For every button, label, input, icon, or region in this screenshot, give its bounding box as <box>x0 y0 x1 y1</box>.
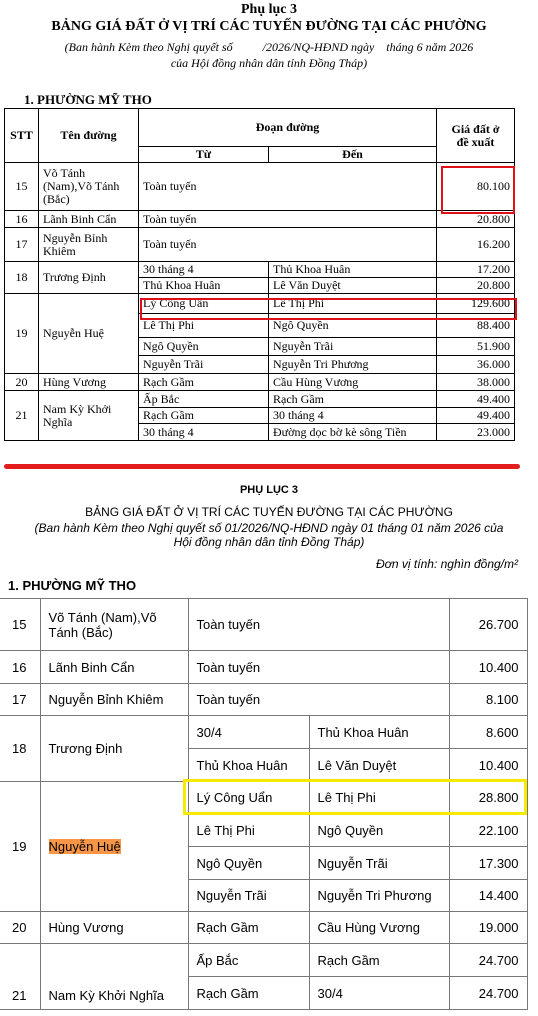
cell-street-name: Hùng Vương <box>40 912 188 944</box>
top-price-table <box>4 108 515 441</box>
cell-price: 20.800 <box>437 211 515 228</box>
cell-price: 80.100 <box>437 163 515 211</box>
header-den: Đến <box>269 147 437 163</box>
cell-from: Toàn tuyến <box>188 684 449 716</box>
cell-price: 129.600 <box>437 294 515 314</box>
cell-street-name: Nam Kỳ Khởi Nghĩa <box>40 944 188 1010</box>
cell-from: Ấp Bắc <box>139 391 269 408</box>
table-row <box>5 262 515 278</box>
cell-stt: 20 <box>5 374 39 391</box>
table-row <box>5 228 515 262</box>
cell-price: 36.000 <box>437 356 515 374</box>
header-stt: STT <box>5 109 39 163</box>
cell-stt: 15 <box>0 599 40 651</box>
cell-street-name: Nam Kỳ Khởi Nghĩa <box>39 391 139 441</box>
cell-stt: 16 <box>5 211 39 228</box>
cell-price: 17.200 <box>437 262 515 278</box>
cell-from: Toàn tuyến <box>188 651 449 684</box>
red-divider <box>4 464 520 469</box>
red-highlight-box-row <box>140 298 517 320</box>
cell-stt: 19 <box>5 294 39 374</box>
cell-stt: 17 <box>5 228 39 262</box>
cell-price: 17.300 <box>449 847 527 880</box>
cell-price: 23.000 <box>437 424 515 441</box>
header-doan-duong: Đoạn đường <box>139 109 437 147</box>
cell-from: Ngô Quyền <box>139 338 269 356</box>
cell-price: 8.100 <box>449 684 527 716</box>
cell-from: Lý Công Uẩn <box>188 782 309 814</box>
cell-street-name: Nguyễn Huệ <box>39 294 139 374</box>
cell-street-name: Trương Định <box>40 716 188 782</box>
cell-price: 16.200 <box>437 228 515 262</box>
cell-to: Nguyễn Tri Phương <box>309 880 449 912</box>
cell-from: Rạch Gầm <box>188 912 309 944</box>
table-row <box>5 211 515 228</box>
bottom-unit-label: Đơn vị tính: nghìn đồng/m² <box>376 557 518 571</box>
cell-to: 30 tháng 4 <box>269 408 437 424</box>
cell-from: Toàn tuyến <box>188 599 449 651</box>
bottom-section-title: 1. PHƯỜNG MỸ THO <box>8 578 137 593</box>
cell-price: 49.400 <box>437 408 515 424</box>
red-highlight-box-price <box>441 166 515 214</box>
cell-price: 8.600 <box>449 716 527 749</box>
table-row <box>0 651 527 684</box>
table-row <box>0 684 527 716</box>
table-row <box>5 374 515 391</box>
cell-to: Lê Thị Phi <box>309 782 449 814</box>
cell-price: 26.700 <box>449 599 527 651</box>
cell-from: 30 tháng 4 <box>139 262 269 278</box>
cell-price: 28.800 <box>449 782 527 814</box>
cell-stt: 20 <box>0 912 40 944</box>
cell-to: Thủ Khoa Huân <box>269 262 437 278</box>
cell-stt: 18 <box>0 716 40 782</box>
cell-from: Thủ Khoa Huân <box>139 278 269 294</box>
cell-street-name: Võ Tánh (Nam),Võ Tánh (Bắc) <box>40 599 188 651</box>
cell-to: Rạch Gầm <box>309 944 449 977</box>
header-gia-dat: Giá đất ở đề xuất <box>437 109 515 163</box>
cell-street-name: Lãnh Binh Cẩn <box>39 211 139 228</box>
cell-to: Cầu Hùng Vương <box>309 912 449 944</box>
cell-from: Rạch Gầm <box>139 408 269 424</box>
street-name-highlight: Nguyễn Huệ <box>48 839 121 854</box>
top-heading: BẢNG GIÁ ĐẤT Ở VỊ TRÍ CÁC TUYẾN ĐƯỜNG TẠI CÁC PHƯỜNG <box>51 19 487 34</box>
cell-price: 14.400 <box>449 880 527 912</box>
yellow-highlight-box-row <box>183 779 527 815</box>
cell-street-name: Hùng Vương <box>39 374 139 391</box>
cell-street-name: Nguyễn Bỉnh Khiêm <box>40 684 188 716</box>
cell-from: Lê Thị Phi <box>188 814 309 847</box>
cell-to: Thủ Khoa Huân <box>309 716 449 749</box>
cell-from: Rạch Gầm <box>139 374 269 391</box>
top-appendix-title: Phụ lục 3 <box>240 2 297 17</box>
cell-to: Lê Thị Phi <box>269 294 437 314</box>
bottom-appendix-title: PHỤ LỤC 3 <box>239 484 299 496</box>
table-row <box>0 716 527 749</box>
cell-street-name <box>40 782 188 912</box>
cell-from: 30 tháng 4 <box>139 424 269 441</box>
cell-price: 51.900 <box>437 338 515 356</box>
cell-to: Ngô Quyền <box>269 314 437 338</box>
cell-to: Đường dọc bờ kè sông Tiền <box>269 424 437 441</box>
cell-price: 38.000 <box>437 374 515 391</box>
bottom-subtitle-line1: (Ban hành Kèm theo Nghị quyết số 01/2026/NQ-HĐND ngày 01 tháng 01 năm 2026 của <box>34 521 504 535</box>
cell-from: Nguyễn Trãi <box>188 880 309 912</box>
cell-price: 22.100 <box>449 814 527 847</box>
cell-price: 10.400 <box>449 749 527 782</box>
cell-to: Cầu Hùng Vương <box>269 374 437 391</box>
cell-from: Toàn tuyến <box>139 211 437 228</box>
cell-from: Rạch Gầm <box>188 977 309 1010</box>
top-subtitle-line1: (Ban hành Kèm theo Nghị quyết số /2026/NQ-HĐND ngày tháng 6 năm 2026 <box>64 40 474 54</box>
cell-to: Lê Văn Duyệt <box>309 749 449 782</box>
bottom-subtitle-line2: Hội đồng nhân dân tỉnh Đồng Tháp) <box>173 535 365 549</box>
cell-from: Toàn tuyến <box>139 228 437 262</box>
top-section-title: 1. PHƯỜNG MỸ THO <box>24 92 152 107</box>
cell-price: 49.400 <box>437 391 515 408</box>
cell-stt: 21 <box>0 944 40 1010</box>
cell-to: 30/4 <box>309 977 449 1010</box>
table-row <box>0 912 527 944</box>
cell-street-name: Võ Tánh (Nam),Võ Tánh (Bắc) <box>39 163 139 211</box>
cell-stt: 15 <box>5 163 39 211</box>
table-row <box>0 599 527 651</box>
cell-from: Nguyễn Trãi <box>139 356 269 374</box>
cell-price: 24.700 <box>449 944 527 977</box>
cell-stt: 19 <box>0 782 40 912</box>
cell-stt: 16 <box>0 651 40 684</box>
cell-to: Nguyễn Trãi <box>309 847 449 880</box>
top-subtitle-line2: của Hội đồng nhân dân tỉnh Đồng Tháp) <box>170 56 368 70</box>
cell-to: Rạch Gầm <box>269 391 437 408</box>
table-row <box>5 391 515 408</box>
cell-from: Lý Công Uẩn <box>139 294 269 314</box>
cell-street-name: Lãnh Binh Cẩn <box>40 651 188 684</box>
table-row <box>0 944 527 977</box>
cell-from: Ngô Quyền <box>188 847 309 880</box>
header-ten-duong: Tên đường <box>39 109 139 163</box>
cell-stt: 21 <box>5 391 39 441</box>
cell-street-name: Nguyễn Bỉnh Khiêm <box>39 228 139 262</box>
cell-from: Lê Thị Phi <box>139 314 269 338</box>
bottom-heading: BẢNG GIÁ ĐẤT Ở VỊ TRÍ CÁC TUYẾN ĐƯỜNG TẠI CÁC PHƯỜNG <box>85 505 453 519</box>
cell-stt: 18 <box>5 262 39 294</box>
cell-street-name: Trương Định <box>39 262 139 294</box>
table-row <box>5 163 515 211</box>
cell-from: 30/4 <box>188 716 309 749</box>
cell-from: Ấp Bắc <box>188 944 309 977</box>
header-tu: Từ <box>139 147 269 163</box>
cell-from: Thủ Khoa Huân <box>188 749 309 782</box>
cell-price: 19.000 <box>449 912 527 944</box>
cell-to: Nguyễn Tri Phương <box>269 356 437 374</box>
cell-price: 88.400 <box>437 314 515 338</box>
cell-to: Lê Văn Duyệt <box>269 278 437 294</box>
cell-price: 24.700 <box>449 977 527 1010</box>
cell-stt: 17 <box>0 684 40 716</box>
cell-price: 10.400 <box>449 651 527 684</box>
cell-from: Toàn tuyến <box>139 163 437 211</box>
cell-to: Ngô Quyền <box>309 814 449 847</box>
cell-to: Nguyễn Trãi <box>269 338 437 356</box>
cell-price: 20.800 <box>437 278 515 294</box>
